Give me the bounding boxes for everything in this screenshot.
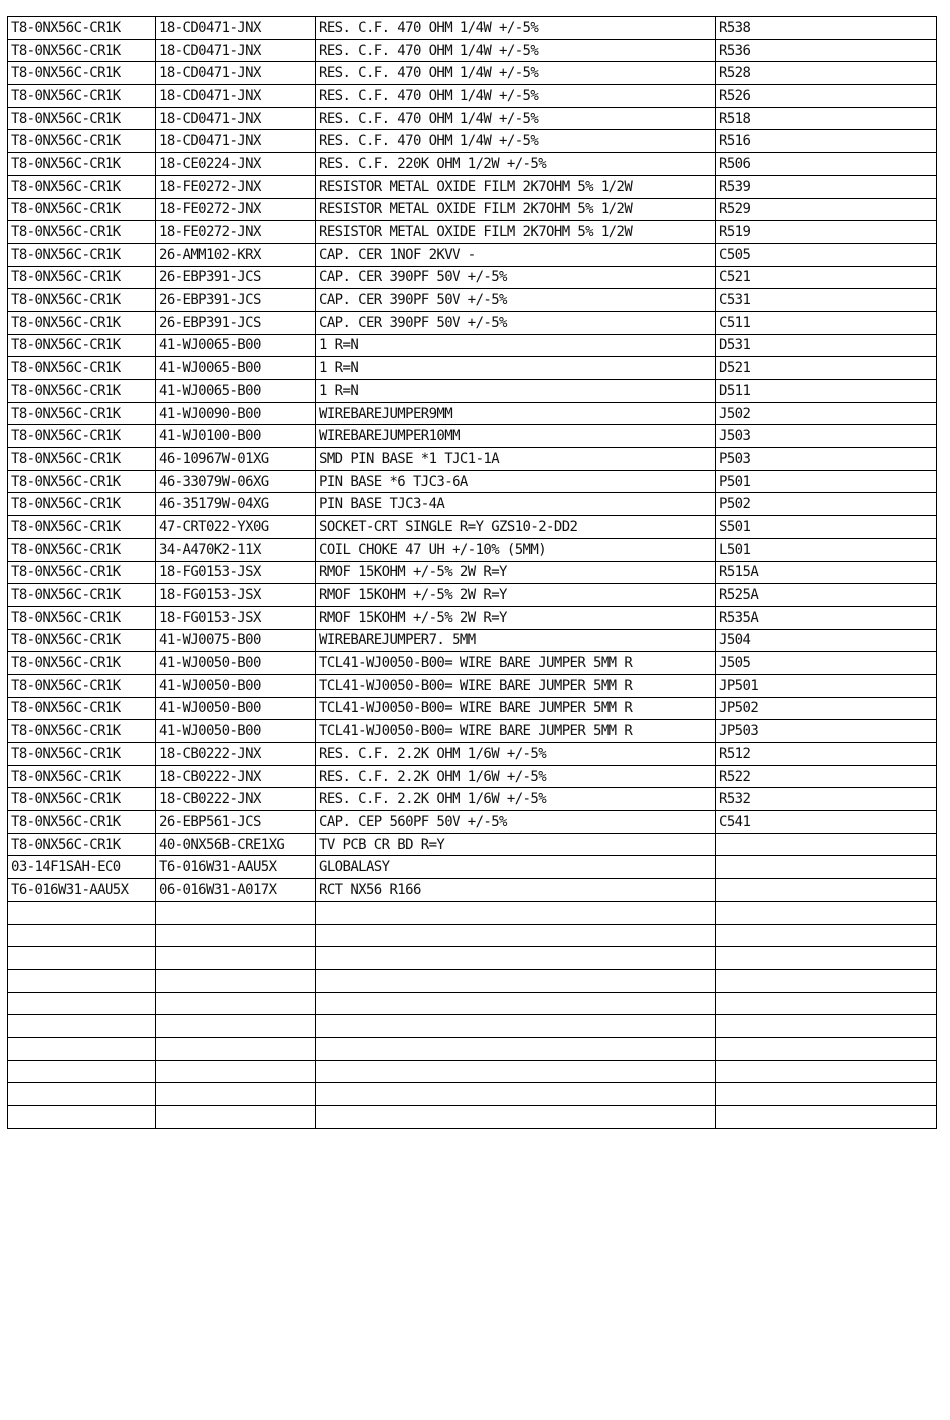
reference-designator-cell: R532 [716,788,937,811]
description-cell: WIREBAREJUMPER10MM [316,425,716,448]
reference-designator-cell: R518 [716,107,937,130]
description-cell: SOCKET-CRT SINGLE R=Y GZS10-2-DD2 [316,516,716,539]
table-row [8,357,937,380]
description-cell: RES. C.F. 2.2K OHM 1/6W +/-5% [316,788,716,811]
component-part-cell: 18-FE0272-JNX [156,175,316,198]
component-part-cell: 18-CB0222-JNX [156,765,316,788]
description-cell: CAP. CER 390PF 50V +/-5% [316,289,716,312]
parent-part-cell: T8-0NX56C-CR1K [8,107,156,130]
table-row [8,833,937,856]
reference-designator-cell: P503 [716,448,937,471]
empty-cell [716,1083,937,1106]
empty-cell [716,1060,937,1083]
empty-cell [316,1015,716,1038]
empty-cell [316,969,716,992]
component-part-cell: 41-WJ0050-B00 [156,674,316,697]
empty-cell [316,901,716,924]
reference-designator-cell: R516 [716,130,937,153]
description-cell: CAP. CER 1NOF 2KVV - [316,243,716,266]
component-part-cell: T6-016W31-AAU5X [156,856,316,879]
component-part-cell: 41-WJ0075-B00 [156,629,316,652]
empty-cell [8,1083,156,1106]
description-cell: RMOF 15KOHM +/-5% 2W R=Y [316,584,716,607]
empty-cell [8,1106,156,1129]
parent-part-cell: T8-0NX56C-CR1K [8,17,156,40]
parent-part-cell: T8-0NX56C-CR1K [8,584,156,607]
empty-cell [156,1106,316,1129]
description-cell: CAP. CER 390PF 50V +/-5% [316,266,716,289]
table-row [8,743,937,766]
table-row [8,584,937,607]
description-cell: RES. C.F. 470 OHM 1/4W +/-5% [316,62,716,85]
reference-designator-cell: J505 [716,652,937,675]
reference-designator-cell [716,833,937,856]
table-row [8,516,937,539]
reference-designator-cell: D521 [716,357,937,380]
parent-part-cell: T8-0NX56C-CR1K [8,470,156,493]
description-cell: RES. C.F. 2.2K OHM 1/6W +/-5% [316,743,716,766]
component-part-cell: 18-CB0222-JNX [156,788,316,811]
empty-table-row [8,992,937,1015]
table-row [8,470,937,493]
empty-cell [156,969,316,992]
table-row [8,153,937,176]
empty-cell [716,947,937,970]
component-part-cell: 18-FG0153-JSX [156,561,316,584]
table-row [8,85,937,108]
description-cell: TCL41-WJ0050-B00= WIRE BARE JUMPER 5MM R [316,720,716,743]
component-part-cell: 41-WJ0050-B00 [156,720,316,743]
parent-part-cell: T8-0NX56C-CR1K [8,833,156,856]
empty-cell [316,1037,716,1060]
component-part-cell: 18-FE0272-JNX [156,198,316,221]
description-cell: TCL41-WJ0050-B00= WIRE BARE JUMPER 5MM R [316,652,716,675]
table-row [8,606,937,629]
parent-part-cell: T8-0NX56C-CR1K [8,425,156,448]
parent-part-cell: T8-0NX56C-CR1K [8,516,156,539]
reference-designator-cell: R529 [716,198,937,221]
component-part-cell: 34-A470K2-11X [156,538,316,561]
component-part-cell: 18-CD0471-JNX [156,130,316,153]
parent-part-cell: T8-0NX56C-CR1K [8,334,156,357]
parent-part-cell: T8-0NX56C-CR1K [8,493,156,516]
empty-cell [716,969,937,992]
bom-table-body [8,17,937,1129]
component-part-cell: 18-FG0153-JSX [156,584,316,607]
parent-part-cell: T8-0NX56C-CR1K [8,606,156,629]
parent-part-cell: T8-0NX56C-CR1K [8,175,156,198]
empty-cell [316,947,716,970]
empty-cell [156,901,316,924]
empty-cell [716,1015,937,1038]
empty-cell [8,1015,156,1038]
table-row [8,674,937,697]
parent-part-cell: T8-0NX56C-CR1K [8,697,156,720]
reference-designator-cell: JP503 [716,720,937,743]
component-part-cell: 40-0NX56B-CRE1XG [156,833,316,856]
description-cell: TCL41-WJ0050-B00= WIRE BARE JUMPER 5MM R [316,674,716,697]
empty-cell [716,924,937,947]
reference-designator-cell: C505 [716,243,937,266]
empty-cell [316,1060,716,1083]
table-row [8,697,937,720]
description-cell: COIL CHOKE 47 UH +/-10% (5MM) [316,538,716,561]
component-part-cell: 18-CD0471-JNX [156,85,316,108]
reference-designator-cell: R526 [716,85,937,108]
reference-designator-cell: P501 [716,470,937,493]
parent-part-cell: T8-0NX56C-CR1K [8,243,156,266]
empty-cell [8,992,156,1015]
component-part-cell: 18-FG0153-JSX [156,606,316,629]
reference-designator-cell: R528 [716,62,937,85]
parent-part-cell: T8-0NX56C-CR1K [8,674,156,697]
parent-part-cell: T8-0NX56C-CR1K [8,311,156,334]
table-row [8,448,937,471]
table-row [8,629,937,652]
reference-designator-cell: R515A [716,561,937,584]
empty-table-row [8,947,937,970]
description-cell: 1 R=N [316,357,716,380]
table-row [8,652,937,675]
reference-designator-cell: R525A [716,584,937,607]
empty-cell [716,1037,937,1060]
reference-designator-cell: D511 [716,380,937,403]
parent-part-cell: T8-0NX56C-CR1K [8,720,156,743]
description-cell: TCL41-WJ0050-B00= WIRE BARE JUMPER 5MM R [316,697,716,720]
table-row [8,266,937,289]
reference-designator-cell: C521 [716,266,937,289]
description-cell: RESISTOR METAL OXIDE FILM 2K7OHM 5% 1/2W [316,175,716,198]
reference-designator-cell [716,879,937,902]
empty-cell [156,992,316,1015]
reference-designator-cell: R512 [716,743,937,766]
parent-part-cell: T8-0NX56C-CR1K [8,811,156,834]
parent-part-cell: T8-0NX56C-CR1K [8,765,156,788]
component-part-cell: 41-WJ0090-B00 [156,402,316,425]
empty-table-row [8,1106,937,1129]
parent-part-cell: T8-0NX56C-CR1K [8,85,156,108]
component-part-cell: 18-CE0224-JNX [156,153,316,176]
reference-designator-cell: R522 [716,765,937,788]
component-part-cell: 41-WJ0065-B00 [156,334,316,357]
reference-designator-cell: P502 [716,493,937,516]
empty-table-row [8,969,937,992]
component-part-cell: 41-WJ0100-B00 [156,425,316,448]
parent-part-cell: T8-0NX56C-CR1K [8,221,156,244]
empty-cell [8,1060,156,1083]
reference-designator-cell: L501 [716,538,937,561]
reference-designator-cell: C531 [716,289,937,312]
table-row [8,765,937,788]
reference-designator-cell [716,856,937,879]
component-part-cell: 41-WJ0050-B00 [156,697,316,720]
empty-cell [156,1060,316,1083]
description-cell: WIREBAREJUMPER9MM [316,402,716,425]
empty-table-row [8,1060,937,1083]
table-row [8,130,937,153]
empty-cell [716,901,937,924]
description-cell: RCT NX56 R166 [316,879,716,902]
reference-designator-cell: R506 [716,153,937,176]
description-cell: PIN BASE TJC3-4A [316,493,716,516]
table-row [8,561,937,584]
component-part-cell: 46-35179W-04XG [156,493,316,516]
parent-part-cell: T8-0NX56C-CR1K [8,198,156,221]
table-row [8,493,937,516]
component-part-cell: 26-EBP391-JCS [156,311,316,334]
table-row [8,107,937,130]
parent-part-cell: T8-0NX56C-CR1K [8,380,156,403]
table-row [8,198,937,221]
empty-cell [8,901,156,924]
component-part-cell: 41-WJ0065-B00 [156,357,316,380]
component-part-cell: 26-EBP391-JCS [156,266,316,289]
reference-designator-cell: JP502 [716,697,937,720]
description-cell: CAP. CER 390PF 50V +/-5% [316,311,716,334]
empty-cell [8,924,156,947]
reference-designator-cell: R538 [716,17,937,40]
table-row [8,221,937,244]
component-part-cell: 18-CD0471-JNX [156,39,316,62]
description-cell: 1 R=N [316,380,716,403]
empty-cell [716,1106,937,1129]
empty-cell [156,1015,316,1038]
empty-cell [156,1037,316,1060]
description-cell: RES. C.F. 220K OHM 1/2W +/-5% [316,153,716,176]
description-cell: WIREBAREJUMPER7. 5MM [316,629,716,652]
empty-table-row [8,901,937,924]
description-cell: CAP. CEP 560PF 50V +/-5% [316,811,716,834]
parent-part-cell: T8-0NX56C-CR1K [8,448,156,471]
reference-designator-cell: D531 [716,334,937,357]
empty-cell [316,992,716,1015]
reference-designator-cell: R536 [716,39,937,62]
parent-part-cell: T8-0NX56C-CR1K [8,538,156,561]
empty-cell [8,947,156,970]
component-part-cell: 41-WJ0050-B00 [156,652,316,675]
description-cell: SMD PIN BASE *1 TJC1-1A [316,448,716,471]
empty-cell [316,1106,716,1129]
reference-designator-cell: J502 [716,402,937,425]
empty-table-row [8,1037,937,1060]
component-part-cell: 41-WJ0065-B00 [156,380,316,403]
component-part-cell: 46-33079W-06XG [156,470,316,493]
parent-part-cell: T8-0NX56C-CR1K [8,39,156,62]
empty-cell [156,924,316,947]
table-row [8,538,937,561]
parent-part-cell: T8-0NX56C-CR1K [8,788,156,811]
component-part-cell: 18-FE0272-JNX [156,221,316,244]
description-cell: TV PCB CR BD R=Y [316,833,716,856]
reference-designator-cell: C541 [716,811,937,834]
table-row [8,311,937,334]
table-row [8,402,937,425]
description-cell: 1 R=N [316,334,716,357]
description-cell: RES. C.F. 470 OHM 1/4W +/-5% [316,107,716,130]
table-row [8,425,937,448]
parent-part-cell: T8-0NX56C-CR1K [8,561,156,584]
empty-table-row [8,1083,937,1106]
empty-cell [716,992,937,1015]
component-part-cell: 18-CD0471-JNX [156,17,316,40]
description-cell: RES. C.F. 470 OHM 1/4W +/-5% [316,130,716,153]
parent-part-cell: T8-0NX56C-CR1K [8,289,156,312]
table-row [8,788,937,811]
table-row [8,879,937,902]
parent-part-cell: T8-0NX56C-CR1K [8,629,156,652]
component-part-cell: 26-AMM102-KRX [156,243,316,266]
empty-cell [316,924,716,947]
description-cell: RMOF 15KOHM +/-5% 2W R=Y [316,561,716,584]
component-part-cell: 18-CD0471-JNX [156,107,316,130]
component-part-cell: 26-EBP391-JCS [156,289,316,312]
empty-cell [316,1083,716,1106]
component-part-cell: 46-10967W-01XG [156,448,316,471]
empty-cell [156,947,316,970]
description-cell: RESISTOR METAL OXIDE FILM 2K7OHM 5% 1/2W [316,198,716,221]
parent-part-cell: T8-0NX56C-CR1K [8,153,156,176]
description-cell: RESISTOR METAL OXIDE FILM 2K7OHM 5% 1/2W [316,221,716,244]
reference-designator-cell: C511 [716,311,937,334]
parent-part-cell: T8-0NX56C-CR1K [8,62,156,85]
reference-designator-cell: R519 [716,221,937,244]
reference-designator-cell: JP501 [716,674,937,697]
component-part-cell: 26-EBP561-JCS [156,811,316,834]
table-row [8,720,937,743]
parent-part-cell: 03-14F1SAH-EC0 [8,856,156,879]
bom-table [7,16,937,1129]
description-cell: RES. C.F. 470 OHM 1/4W +/-5% [316,85,716,108]
table-row [8,17,937,40]
table-row [8,243,937,266]
reference-designator-cell: R535A [716,606,937,629]
table-row [8,856,937,879]
reference-designator-cell: R539 [716,175,937,198]
table-row [8,175,937,198]
parent-part-cell: T8-0NX56C-CR1K [8,743,156,766]
description-cell: PIN BASE *6 TJC3-6A [316,470,716,493]
description-cell: RES. C.F. 470 OHM 1/4W +/-5% [316,17,716,40]
table-row [8,39,937,62]
table-row [8,62,937,85]
table-row [8,811,937,834]
table-row [8,289,937,312]
description-cell: RES. C.F. 2.2K OHM 1/6W +/-5% [316,765,716,788]
description-cell: GLOBALASY [316,856,716,879]
parent-part-cell: T8-0NX56C-CR1K [8,652,156,675]
description-cell: RMOF 15KOHM +/-5% 2W R=Y [316,606,716,629]
empty-table-row [8,1015,937,1038]
empty-cell [8,969,156,992]
reference-designator-cell: J503 [716,425,937,448]
reference-designator-cell: J504 [716,629,937,652]
empty-cell [8,1037,156,1060]
empty-cell [156,1083,316,1106]
parent-part-cell: T8-0NX56C-CR1K [8,402,156,425]
parent-part-cell: T8-0NX56C-CR1K [8,266,156,289]
component-part-cell: 06-016W31-A017X [156,879,316,902]
empty-table-row [8,924,937,947]
parent-part-cell: T8-0NX56C-CR1K [8,357,156,380]
table-row [8,334,937,357]
description-cell: RES. C.F. 470 OHM 1/4W +/-5% [316,39,716,62]
parent-part-cell: T8-0NX56C-CR1K [8,130,156,153]
component-part-cell: 18-CD0471-JNX [156,62,316,85]
parent-part-cell: T6-016W31-AAU5X [8,879,156,902]
component-part-cell: 47-CRT022-YX0G [156,516,316,539]
component-part-cell: 18-CB0222-JNX [156,743,316,766]
reference-designator-cell: S501 [716,516,937,539]
table-row [8,380,937,403]
